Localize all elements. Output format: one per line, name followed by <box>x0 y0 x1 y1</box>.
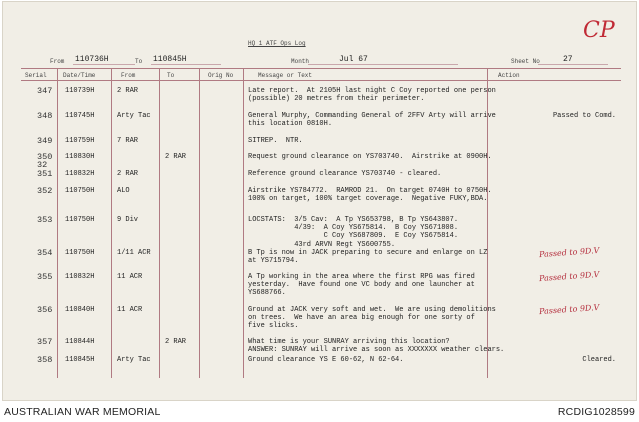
row-datetime: 110840H <box>65 306 95 314</box>
row-datetime: 110844H <box>65 338 95 346</box>
row-message: Reference ground clearance YS703740 - cleared. <box>248 170 442 178</box>
row-datetime: 110832H <box>65 273 95 281</box>
row-message: LOCSTATS: 3/5 Cav: A Tp YS653798, B Tp YS643807. 4/39: A Coy YS675814. B Coy YS671808. C Coy YS687809. E Coy YS675814. 43rd ARVN Regt YS600755. <box>248 216 459 249</box>
row-message: B Tp is now in JACK preparing to secure and enlarge on LZ at YS715794. <box>248 249 488 266</box>
row-from: 2 RAR <box>117 170 139 178</box>
row-serial: 353 <box>37 215 53 225</box>
row-datetime: 110739H <box>65 87 95 95</box>
row-message: Ground at JACK very soft and wet. We are using demolitions on trees. We have an area big enough for one sorty of five slicks. <box>248 306 496 331</box>
row-datetime: 110832H <box>65 170 95 178</box>
row-to: 2 RAR <box>165 153 187 161</box>
row-from: 2 RAR <box>117 87 139 95</box>
row-handwritten-note: Passed to 9D.V <box>538 302 600 317</box>
row-to: 2 RAR <box>165 338 187 346</box>
row-from: ALO <box>117 187 130 195</box>
row-from: 7 RAR <box>117 137 139 145</box>
row-from: Arty Tac <box>117 356 151 364</box>
row-message: Ground clearance YS E 60-62, N 62-64. <box>248 356 404 364</box>
row-from: 9 Div <box>117 216 139 224</box>
row-message: Airstrike YS784772. RAMROD 21. On target 0740H to 0750H. 100% on target, 100% target coverage. Negative FUKY,BDA. <box>248 187 492 204</box>
row-handwritten-note: Passed to 9D.V <box>538 245 600 260</box>
row-serial: 352 <box>37 186 53 196</box>
row-message: A Tp working in the area where the first RPG was fired yesterday. Have found one VC body and one launcher at YS688766. <box>248 273 475 298</box>
col-datetime: Date/Time <box>63 72 96 79</box>
row-serial: 349 <box>37 136 53 146</box>
row-from: Arty Tac <box>117 112 151 120</box>
col-from: From <box>121 72 136 79</box>
sheet-label: Sheet No <box>511 58 540 65</box>
row-message: Request ground clearance on YS703740. Airstrike at 0900H. <box>248 153 492 161</box>
footer-reference-id: RCDIG1028599 <box>557 406 635 418</box>
row-serial: 354 <box>37 248 53 258</box>
month-label: Month <box>291 58 310 65</box>
row-serial: 356 <box>37 305 53 315</box>
from-label: From <box>50 58 65 65</box>
row-message: SITREP. NTR. <box>248 137 303 145</box>
row-from: 1/11 ACR <box>117 249 151 257</box>
to-value: 110845H <box>153 55 187 64</box>
col-to: To <box>167 72 175 79</box>
row-datetime: 110750H <box>65 249 95 257</box>
sheet-title: HQ 1 ATF Ops Log <box>248 40 306 47</box>
row-action: Passed to Comd. <box>552 112 616 120</box>
row-datetime: 110750H <box>65 187 95 195</box>
to-label: To <box>135 58 143 65</box>
row-datetime: 110750H <box>65 216 95 224</box>
row-message: Late report. At 2105H last night C Coy reported one person (possible) 20 metres from their perimeter. <box>248 87 496 104</box>
row-handwritten-note: Passed to 9D.V <box>538 269 600 284</box>
row-from: 11 ACR <box>117 273 143 281</box>
month-value: Jul 67 <box>339 55 368 64</box>
from-value: 110736H <box>75 55 109 64</box>
row-datetime: 110830H <box>65 153 95 161</box>
row-serial: 350 32 <box>37 152 53 171</box>
row-datetime: 110745H <box>65 112 95 120</box>
corner-annotation: CP <box>583 18 615 43</box>
row-message: What time is your SUNRAY arriving this location? ANSWER: SUNRAY will arrive as soon as XXXXXXX weather clears. <box>248 338 505 355</box>
row-action: Cleared. <box>582 356 616 364</box>
row-datetime: 110845H <box>65 356 95 364</box>
row-serial: 351 <box>37 169 53 179</box>
row-serial: 348 <box>37 111 53 121</box>
row-serial: 355 <box>37 272 53 282</box>
col-serial: Serial <box>25 72 47 79</box>
row-datetime: 110759H <box>65 137 95 145</box>
row-from: 11 ACR <box>117 306 143 314</box>
row-message: General Murphy, Commanding General of 2FFV Arty will arrive this location 0810H. <box>248 112 496 129</box>
sheet-number: 27 <box>563 55 573 64</box>
col-orig: Orig No <box>208 72 234 79</box>
row-serial: 347 <box>37 86 53 96</box>
footer-archive-name: AUSTRALIAN WAR MEMORIAL <box>4 406 161 418</box>
col-message: Message or Text <box>258 72 313 79</box>
row-serial: 358 <box>37 355 53 365</box>
col-action: Action <box>498 72 520 79</box>
log-sheet <box>3 2 636 400</box>
row-serial: 357 <box>37 337 53 347</box>
